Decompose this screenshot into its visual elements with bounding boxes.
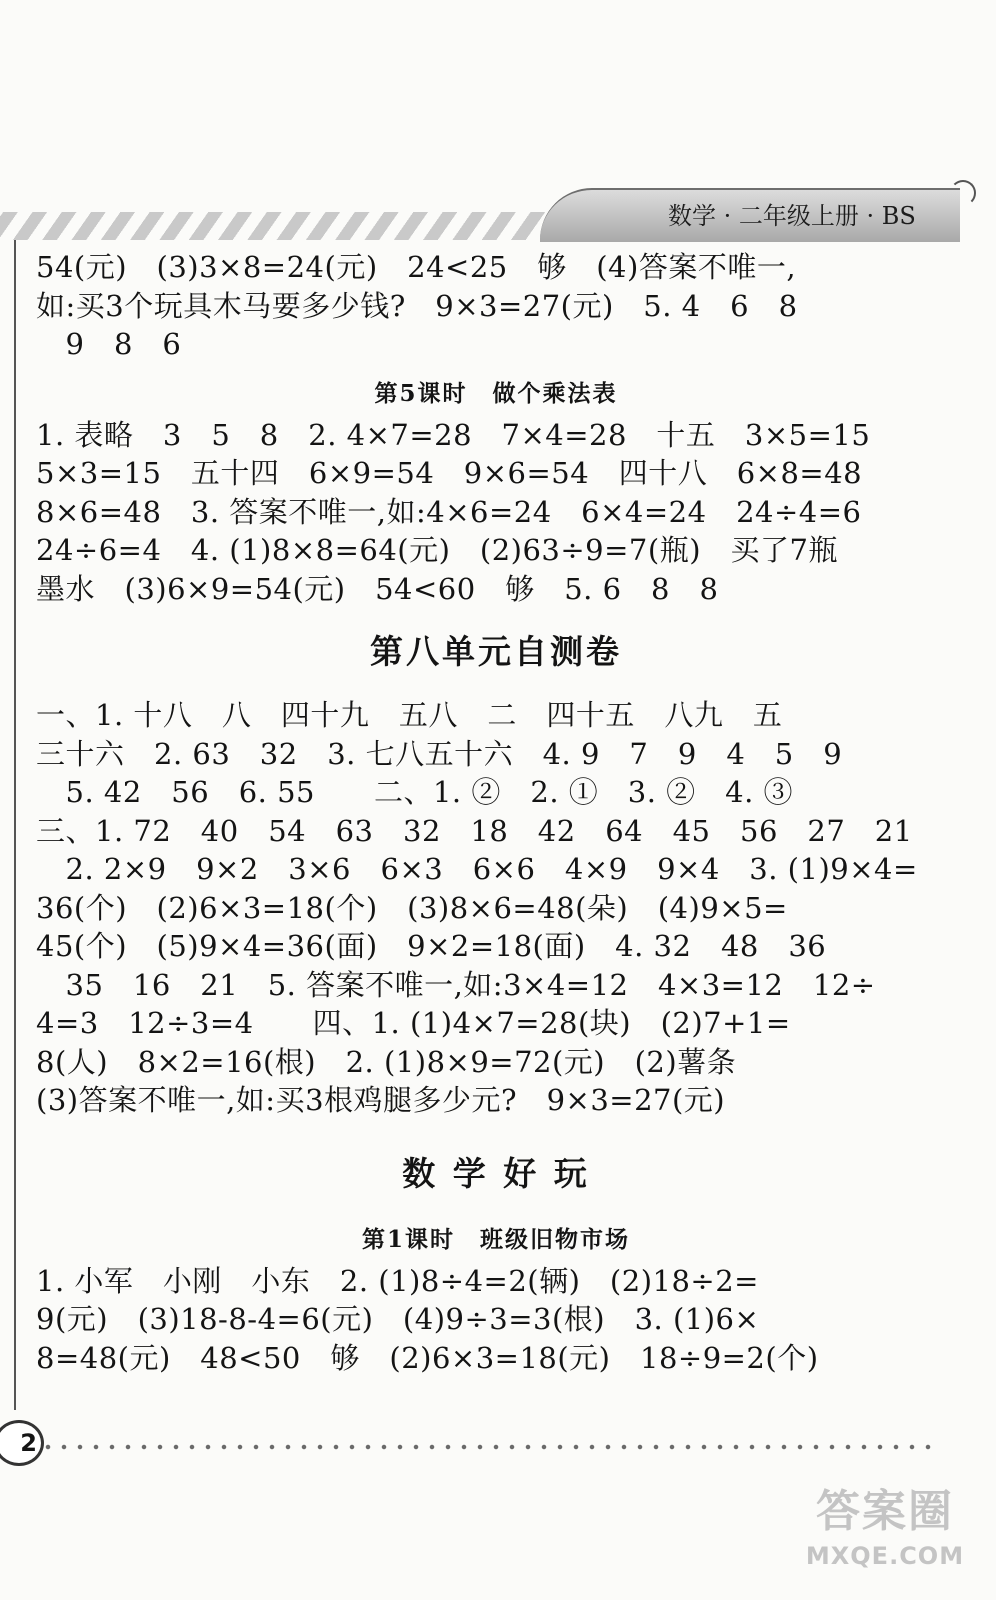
answer-line: 35 16 21 5. 答案不唯一,如:3×4=12 4×3=12 12÷ <box>36 967 876 1002</box>
answer-line: 45(个) (5)9×4=36(面) 9×2=18(面) 4. 32 48 36 <box>36 929 827 963</box>
answers-block-continued <box>36 248 956 364</box>
answer-line: 4=3 12÷3=4 四、1. (1)4×7=28(块) (2)7+1= <box>36 1006 791 1040</box>
answer-line: 54(元) (3)3×8=24(元) 24<25 够 (4)答案不唯一, <box>36 250 797 284</box>
watermark-url: MXQE.COM <box>805 1542 965 1570</box>
answer-line: 墨水 (3)6×9=54(元) 54<60 够 5. 6 8 8 <box>36 571 719 606</box>
answer-line: 9(元) (3)18-8-4=6(元) (4)9÷3=3(根) 3. (1)6× <box>36 1302 760 1336</box>
left-margin-rule <box>14 240 16 1410</box>
answers-block-lesson-5 <box>36 416 956 609</box>
answer-line: 9 8 6 <box>36 327 182 361</box>
page-number: 2 <box>0 1420 44 1466</box>
watermark-logo: 答案圈 <box>816 1486 954 1537</box>
answer-line: 24÷6=4 4. (1)8×8=64(元) (2)63÷9=7(瓶) 买了7瓶 <box>36 533 838 567</box>
answer-line: 一、1. 十八 八 四十九 五八 二 四十五 八九 五 <box>36 698 783 732</box>
lesson-heading: 第5课时 做个乘法表 <box>374 379 618 407</box>
answer-line: 1. 表略 3 5 8 2. 4×7=28 7×4=28 十五 3×5=15 <box>36 417 871 452</box>
lesson-heading: 第1课时 班级旧物市场 <box>361 1225 630 1253</box>
answer-line: 如:买3个玩具木马要多少钱? 9×3=27(元) 5. 4 6 8 <box>36 288 798 323</box>
answer-line: 1. 小军 小刚 小东 2. (1)8÷4=2(辆) (2)18÷2= <box>36 1263 759 1298</box>
answer-line: 三十六 2. 63 32 3. 七八五十六 4. 9 7 9 4 5 9 <box>36 736 843 771</box>
answer-line: 5. 42 56 6. 55 二、1. ② 2. ① 3. ② 4. ③ <box>36 775 794 809</box>
answer-line: 5×3=15 五十四 6×9=54 9×6=54 四十八 6×8=48 <box>36 456 863 490</box>
answer-content <box>36 248 956 1377</box>
header-curl-ornament <box>950 180 976 206</box>
answer-line: 8=48(元) 48<50 够 (2)6×3=18(元) 18÷9=2(个) <box>36 1340 819 1375</box>
unit-heading: 第八单元自测卷 <box>370 632 622 671</box>
answer-line: (3)答案不唯一,如:买3根鸡腿多少元? 9×3=27(元) <box>36 1083 726 1117</box>
answers-block-lesson-1 <box>36 1262 956 1378</box>
header-title: 数学 · 二年级上册 · BS <box>668 202 916 230</box>
answers-block-unit-test <box>36 696 956 1120</box>
unit-heading: 数 学 好 玩 <box>402 1153 590 1193</box>
answer-line: 8×6=48 3. 答案不唯一,如:4×6=24 6×4=24 24÷4=6 <box>36 494 862 529</box>
answer-line: 三、1. 72 40 54 63 32 18 42 64 45 56 27 21 <box>36 813 913 848</box>
footer-dotted-rule <box>40 1440 940 1454</box>
answer-line: 8(人) 8×2=16(根) 2. (1)8×9=72(元) (2)薯条 <box>36 1044 737 1079</box>
answer-line: 36(个) (2)6×3=18(个) (3)8×6=48(朵) (4)9×5= <box>36 890 788 925</box>
watermark <box>790 1482 980 1594</box>
answer-line: 2. 2×9 9×2 3×6 6×3 6×6 4×9 9×4 3. (1)9×4= <box>36 852 918 886</box>
